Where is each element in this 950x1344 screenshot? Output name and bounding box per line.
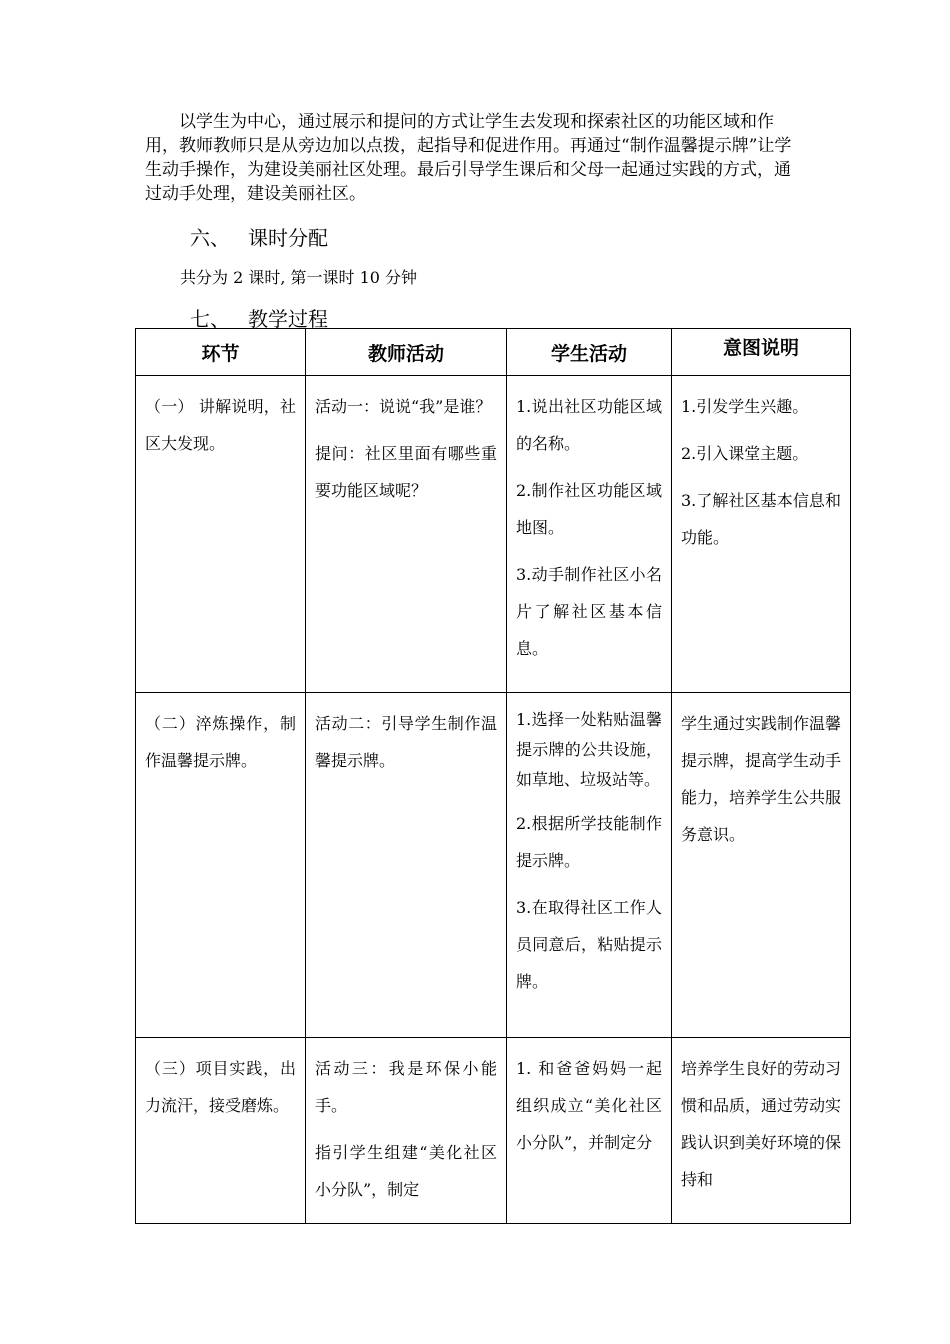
student-activity-cell: 1.选择一处粘贴温馨提示牌的公共设施，如草地、垃圾站等。 2.根据所学技能制作提示牌。 3.在取得社区工作人员同意后，粘贴提示牌。 (507, 693, 672, 1038)
header-teacher-activity: 教师活动 (306, 329, 507, 376)
section-title: 课时分配 (248, 226, 328, 250)
lesson-allocation-text: 共分为 2 课时, 第一课时 10 分钟 (180, 268, 418, 287)
student-activity-cell: 1.说出社区功能区域的名称。 2.制作社区功能区域地图。 3.动手制作社区小名片了解社区基本信息。 (507, 376, 672, 693)
table-row (136, 376, 851, 693)
student-activity-cell: 1. 和爸爸妈妈一起组织成立“美化社区小分队”，并制定分 (507, 1038, 672, 1224)
header-intent: 意图说明 (672, 329, 851, 376)
table-row (136, 693, 851, 1038)
header-stage: 环节 (136, 329, 306, 376)
intent-cell: 培养学生良好的劳动习惯和品质，通过劳动实践认识到美好环境的保持和 (672, 1038, 851, 1224)
intent-cell: 1.引发学生兴趣。 2.引入课堂主题。 3.了解社区基本信息和功能。 (672, 376, 851, 693)
section-number: 七、 (190, 307, 230, 331)
section-title: 教学过程 (248, 307, 328, 331)
table-header-row (136, 329, 851, 376)
teacher-activity-cell: 活动二：引导学生制作温馨提示牌。 (306, 693, 507, 1038)
teacher-activity-cell: 活动三：我是环保小能手。 指引学生组建“美化社区小分队”，制定 (306, 1038, 507, 1224)
header-student-activity: 学生活动 (507, 329, 672, 376)
table-row (136, 1038, 851, 1224)
section-heading-6 (190, 222, 328, 251)
teaching-process-table (135, 328, 851, 1224)
stage-cell: （一） 讲解说明，社区大发现。 (136, 376, 306, 693)
intent-cell: 学生通过实践制作温馨提示牌，提高学生动手能力，培养学生公共服务意识。 (672, 693, 851, 1038)
stage-cell: （二）淬炼操作，制作温馨提示牌。 (136, 693, 306, 1038)
teacher-activity-cell: 活动一：说说“我”是谁？ 提问：社区里面有哪些重要功能区域呢？ (306, 376, 507, 693)
section-number: 六、 (190, 226, 230, 250)
stage-cell: （三）项目实践，出力流汗，接受磨炼。 (136, 1038, 306, 1224)
intro-paragraph: 以学生为中心，通过展示和提问的方式让学生去发现和探索社区的功能区域和作用，教师教师只是从旁边加以点拨，起指导和促进作用。再通过“制作温馨提示牌”让学生动手操作，为建设美丽社区处理。最后引导学生课后和父母一起通过实践的方式，通过动手处理，建设美丽社区。 (145, 112, 792, 204)
